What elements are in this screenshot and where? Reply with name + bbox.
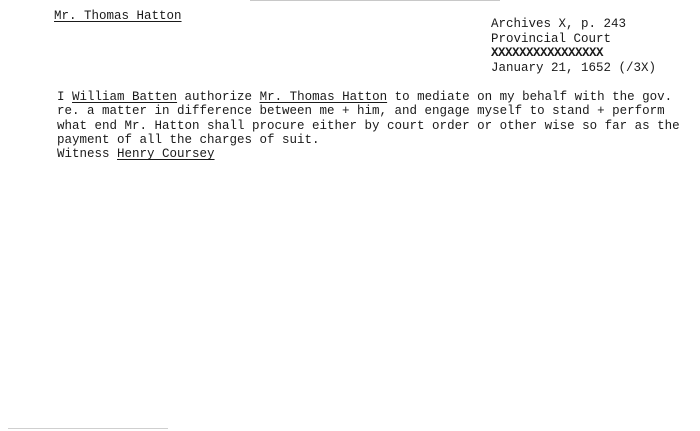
body-line-3: what end Mr. Hatton shall procure either by court order or other wise so far as the bbox=[57, 118, 680, 133]
grantor-name: William Batten bbox=[72, 90, 178, 104]
card-top-edge bbox=[250, 0, 500, 1]
struck-out-text: XXXXXXXXXXXXXXXX bbox=[491, 46, 604, 60]
record-date: January 21, 1652 (/3X) bbox=[491, 60, 657, 75]
witness-line bbox=[57, 147, 677, 161]
body-line-2: re. a matter in difference between me + him, and engage myself to stand + perform bbox=[57, 104, 665, 119]
body-line-1-mid: authorize bbox=[177, 90, 260, 104]
document-body bbox=[57, 90, 680, 162]
card-bottom-edge bbox=[8, 428, 168, 429]
citation-block bbox=[491, 17, 656, 75]
court-name: Provincial Court bbox=[491, 31, 612, 46]
witness-label: Witness bbox=[57, 147, 118, 162]
archive-reference: Archives X, p. 243 bbox=[491, 17, 627, 31]
body-line-1-start: I bbox=[57, 90, 73, 104]
body-line-1 bbox=[57, 90, 677, 104]
body-line-1-end: to mediate on my behalf with the gov. bbox=[387, 90, 673, 104]
subject-name: Mr. Thomas Hatton bbox=[54, 9, 182, 23]
witness-name: Henry Coursey bbox=[117, 147, 215, 162]
body-line-4: payment of all the charges of suit. bbox=[57, 132, 320, 147]
mediator-name: Mr. Thomas Hatton bbox=[259, 90, 388, 104]
